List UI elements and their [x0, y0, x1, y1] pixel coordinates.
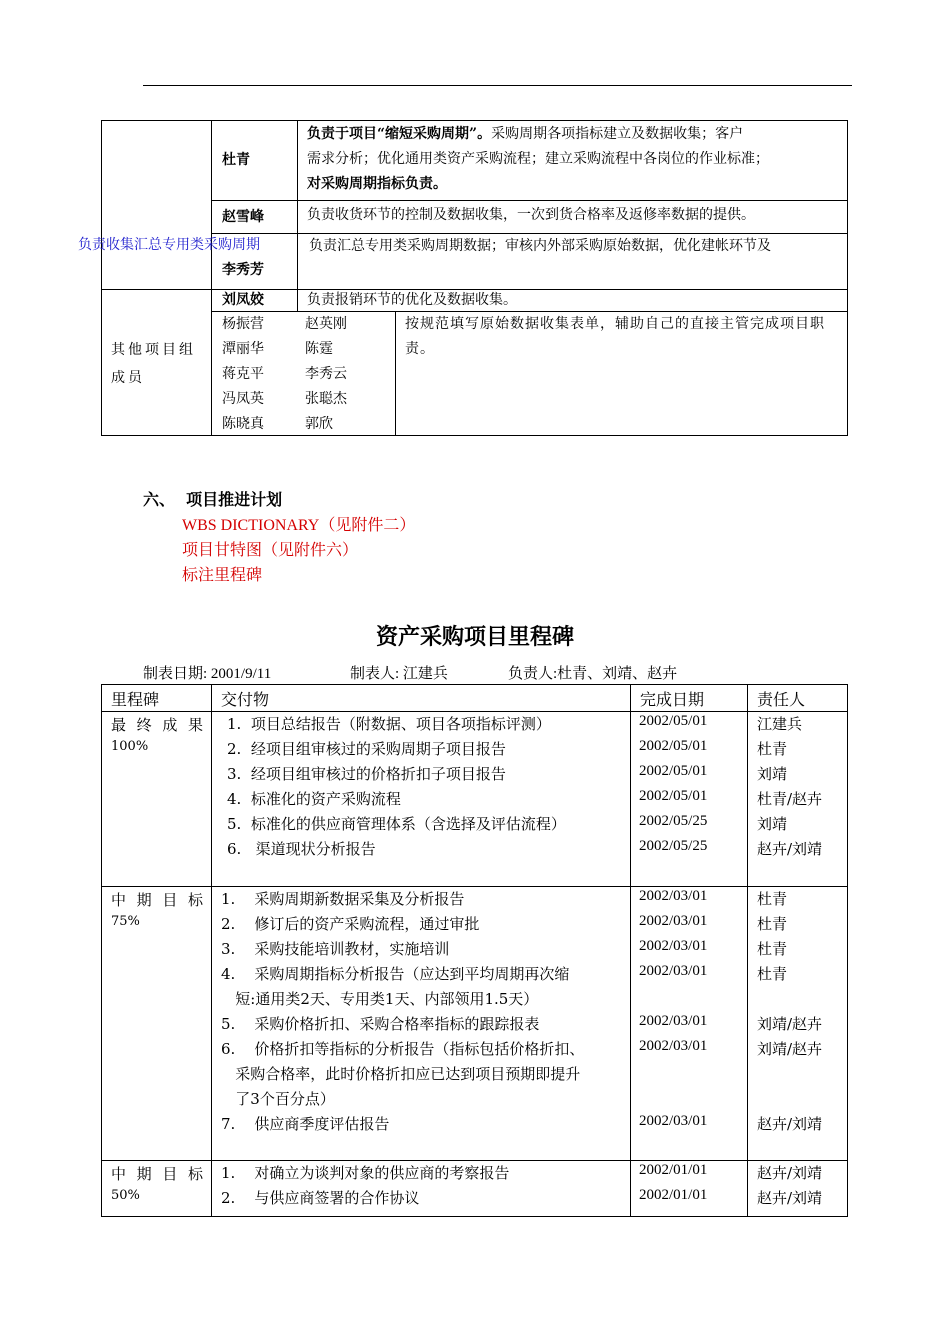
deliverable-line: 5. 采购价格折扣、采购合格率指标的跟踪报表 [221, 1015, 540, 1033]
deliverable-line: 4. 采购周期指标分析报告（应达到平均周期再次缩 [221, 965, 570, 983]
member-name: 张聪杰 [305, 391, 347, 407]
completion-date: 2002/03/01 [639, 913, 708, 929]
completion-date: 2002/05/01 [639, 713, 708, 729]
header-date: 完成日期 [640, 692, 705, 709]
desc-run: 需求分析；优化通用类资产采购流程；建立采购流程中各岗位的作业标准； [307, 151, 769, 167]
responsible-person: 杜青 [757, 940, 788, 958]
member-name: 赵英刚 [305, 316, 347, 332]
member-name: 陈霆 [305, 341, 333, 357]
member-name: 刘凤姣 [222, 292, 264, 308]
section-heading: 六、 项目推进计划 [143, 490, 283, 509]
completion-date: 2002/03/01 [639, 1038, 708, 1054]
member-name: 赵雪峰 [222, 209, 264, 225]
deliverable-line: 了3个百分点） [221, 1090, 335, 1108]
member-desc: 负责汇总专用类采购周期数据；审核内外部采购原始数据，优化建帐环节及 [307, 234, 771, 259]
completion-date: 2002/05/25 [639, 813, 708, 829]
responsible-person: 杜青 [757, 965, 788, 983]
responsible-person: 赵卉/刘靖 [757, 840, 823, 858]
member-name: 陈晓真 [222, 416, 264, 432]
completion-date: 2002/03/01 [639, 1013, 708, 1029]
link-milestone[interactable]: 标注里程碑 [182, 567, 263, 584]
deliverable-line: 7. 供应商季度评估报告 [221, 1115, 390, 1133]
other-members [212, 312, 396, 436]
completion-date: 2002/01/01 [639, 1162, 708, 1178]
responsible-person: 刘靖/赵卉 [757, 1040, 823, 1058]
completion-date: 2002/03/01 [639, 963, 708, 979]
other-group-label: 其他项目组成员 [111, 342, 196, 386]
date-label: 制表日期: 2001/9/11 [143, 666, 272, 682]
link-gantt[interactable]: 项目甘特图（见附件六） [182, 542, 359, 559]
maker-label: 制表人: 江建兵 [350, 666, 448, 682]
milestone-table [101, 684, 848, 1217]
deliverable-line: 1. 采购周期新数据采集及分析报告 [221, 890, 465, 908]
member-desc: 负责报销环节的优化及数据收集。 [307, 292, 517, 308]
header-rule [143, 85, 852, 86]
member-name: 杜青 [222, 152, 250, 168]
desc-line [307, 172, 769, 197]
header-deliverable: 交付物 [221, 692, 270, 709]
link-wbs[interactable]: WBS DICTIONARY（见附件二） [182, 517, 416, 534]
deliverable-line: 采购合格率，此时价格折扣应已达到项目预期即提升 [221, 1065, 581, 1083]
responsible-person: 赵卉/刘靖 [757, 1164, 823, 1182]
milestone-title: 资产采购项目里程碑 [375, 624, 574, 650]
responsible-person: 刘靖 [757, 815, 788, 833]
deliverable-line: 4. 标准化的资产采购流程 [227, 790, 401, 808]
completion-date: 2002/05/01 [639, 763, 708, 779]
responsible-person: 杜青 [757, 740, 788, 758]
deliverable-line: 1. 对确立为谈判对象的供应商的考察报告 [221, 1164, 510, 1182]
deliverable-line: 6. 渠道现状分析报告 [227, 840, 376, 858]
deliverable-line: 3. 采购技能培训教材，实施培训 [221, 940, 450, 958]
member-name: 杨振营 [222, 316, 264, 332]
milestone-percent: 75% [111, 914, 140, 929]
completion-date: 2002/01/01 [639, 1187, 708, 1203]
responsible-person: 江建兵 [757, 715, 803, 733]
completion-date: 2002/03/01 [639, 1113, 708, 1129]
deliverable-line: 1. 项目总结报告（附数据、项目各项指标评测） [227, 715, 551, 733]
deliverable-line: 2. 经项目组审核过的采购周期子项目报告 [227, 740, 506, 758]
deliverable-line: 5. 标准化的供应商管理体系（含选择及评估流程） [227, 815, 566, 833]
member-name: 冯凤英 [222, 391, 264, 407]
responsible-person: 刘靖/赵卉 [757, 1015, 823, 1033]
responsible-person: 刘靖 [757, 765, 788, 783]
member-name: 李秀云 [305, 366, 347, 382]
completion-date: 2002/03/01 [639, 888, 708, 904]
desc-line [307, 122, 769, 147]
desc-run: 负责于项目“缩短采购周期”。 [307, 126, 492, 142]
responsibility-table [101, 120, 848, 436]
completion-date: 2002/05/01 [639, 788, 708, 804]
deliverable-line: 3. 经项目组审核过的价格折扣子项目报告 [227, 765, 506, 783]
responsible-person: 赵卉/刘靖 [757, 1189, 823, 1207]
desc-run: 对采购周期指标负责。 [307, 176, 447, 192]
owner-label: 负责人:杜青、刘靖、赵卉 [508, 666, 678, 682]
responsible-person: 杜青 [757, 890, 788, 908]
milestone-percent: 50% [111, 1188, 140, 1203]
member-desc [298, 121, 848, 201]
member-name: 蒋克平 [222, 366, 264, 382]
responsible-person: 杜青 [757, 915, 788, 933]
milestone-percent: 100% [111, 739, 149, 754]
completion-date: 2002/05/01 [639, 738, 708, 754]
desc-line [307, 147, 769, 172]
completion-date: 2002/05/25 [639, 838, 708, 854]
milestone-label: 中 期 目 标 [111, 1165, 203, 1183]
header-owner: 责任人 [757, 692, 806, 709]
group-cell-core [102, 121, 212, 290]
completion-date: 2002/03/01 [639, 938, 708, 954]
milestone-label: 中 期 目 标 [111, 891, 203, 909]
responsible-person: 赵卉/刘靖 [757, 1115, 823, 1133]
desc-run: 采购周期各项指标建立及数据收集；客户 [491, 126, 744, 142]
milestone-label: 最 终 成 果 [111, 716, 203, 734]
deliverable-line: 6. 价格折扣等指标的分析报告（指标包括价格折扣、 [221, 1040, 585, 1058]
deliverable-line: 短:通用类2天、专用类1天、内部领用1.5天） [221, 990, 539, 1008]
other-group-desc: 按规范填写原始数据收集表单，辅助自己的直接主管完成项目职责。 [405, 316, 825, 357]
overlay-text: 负责收集汇总专用类采购周期 [78, 237, 260, 253]
header-milestone: 里程碑 [111, 692, 160, 709]
deliverable-line: 2. 修订后的资产采购流程，通过审批 [221, 915, 480, 933]
deliverable-line: 2. 与供应商签署的合作协议 [221, 1189, 420, 1207]
member-desc: 负责收货环节的控制及数据收集，一次到货合格率及返修率数据的提供。 [307, 207, 755, 223]
responsible-person: 杜青/赵卉 [757, 790, 823, 808]
member-name: 李秀芳 [222, 262, 264, 278]
member-name: 郭欣 [305, 416, 333, 432]
member-name: 潭丽华 [222, 341, 264, 357]
